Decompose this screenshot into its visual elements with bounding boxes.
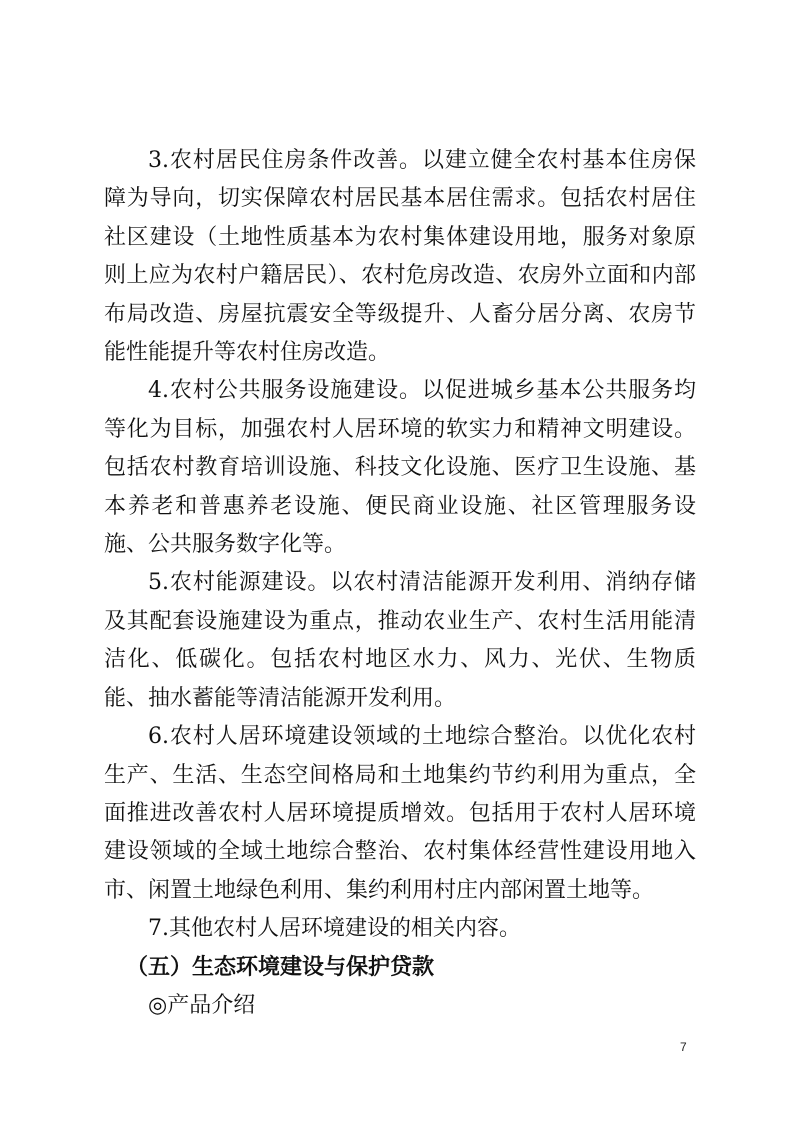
section-heading: （五）生态环境建设与保护贷款 bbox=[126, 954, 435, 980]
paragraph-public-services: 4.农村公共服务设施建设。以促进城乡基本公共服务均等化为目标，加强农村人居环境的软实力和精神文明建设。包括农村教育培训设施、科技文化设施、医疗卫生设施、基本养老和普惠养老设施、便民商业设施、社区管理服务设施、公共服务数字化等。 bbox=[104, 378, 696, 558]
subheading-product-intro: ◎产品介绍 bbox=[148, 992, 256, 1018]
paragraph-other: 7.其他农村人居环境建设的相关内容。 bbox=[148, 916, 521, 942]
paragraph-energy: 5.农村能源建设。以农村清洁能源开发利用、消纳存储及其配套设施建设为重点，推动农业生产、农村生活用能清洁化、低碳化。包括农村地区水力、风力、光伏、生物质能、抽水蓄能等清洁能源开发利用。 bbox=[104, 570, 696, 711]
page-number: 7 bbox=[680, 1040, 687, 1054]
paragraph-land-consolidation: 6.农村人居环境建设领域的土地综合整治。以优化农村生产、生活、生态空间格局和土地集约节约利用为重点，全面推进改善农村人居环境提质增效。包括用于农村人居环境建设领域的全域土地综合整治、农村集体经营性建设用地入市、闲置土地绿色利用、集约利用村庄内部闲置土地等。 bbox=[104, 724, 696, 903]
document-body bbox=[104, 142, 696, 1025]
paragraph-housing: 3.农村居民住房条件改善。以建立健全农村基本住房保障为导向，切实保障农村居民基本居住需求。包括农村居住社区建设（土地性质基本为农村集体建设用地，服务对象原则上应为农村户籍居民）、农村危房改造、农房外立面和内部布局改造、房屋抗震安全等级提升、人畜分居分离、农房节能性能提升等农村住房改造。 bbox=[104, 148, 696, 366]
